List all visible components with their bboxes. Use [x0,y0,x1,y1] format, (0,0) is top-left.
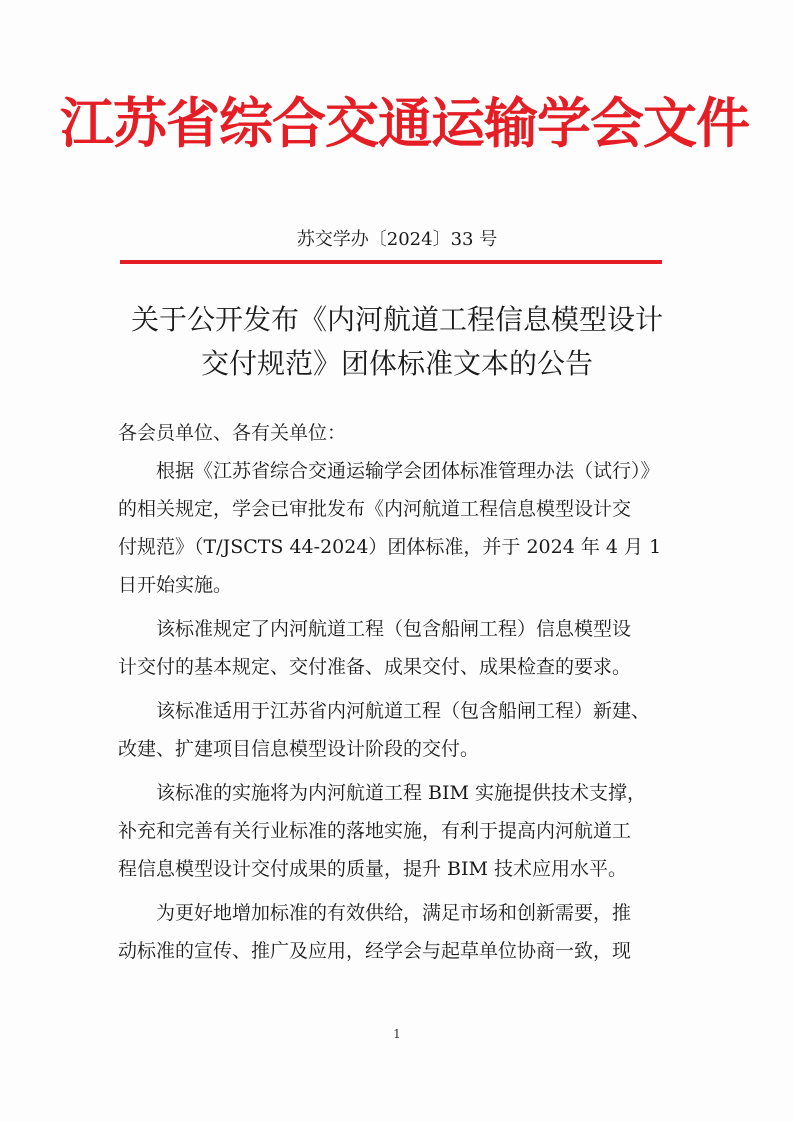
body-paragraph: 该标准的实施将为内河航道工程 BIM 实施提供技术支撑， 补充和完善有关行业标准的落地实施，有利于提高内河航道工 程信息模型设计交付成果的质量，提升 BIM 技术应用水平。 [118,782,647,880]
body-paragraph: 根据《江苏省综合交通运输学会团体标准管理办法（试行）》 的相关规定，学会已审批发布《内河航道工程信息模型设计交 付规范》（T/JSCTS 44-2024）团体标准，并于 2024 年 4 月 1 日开始实施。 [118,460,662,596]
notice-title-line-2: 交付规范》团体标准文本的公告 [200,347,593,380]
red-separator-line [120,260,662,264]
issuer-header-title: 江苏省综合交通运输学会文件 [60,91,749,155]
page-number: 1 [393,1027,401,1041]
notice-title-line-1: 关于公开发布《内河航道工程信息模型设计 [130,303,663,336]
body-paragraph: 该标准规定了内河航道工程（包含船闸工程）信息模型设 计交付的基本规定、交付准备、成果交付、成果检查的要求。 [118,618,632,678]
body-paragraph: 为更好地增加标准的有效供给，满足市场和创新需要，推 动标准的宣传、推广及应用，经学会与起草单位协商一致，现 [118,902,632,962]
salutation: 各会员单位、各有关单位： [118,422,347,444]
document-number: 苏交学办〔2024〕33 号 [296,229,498,250]
body-paragraph: 该标准适用于江苏省内河航道工程（包含船闸工程）新建、 改建、扩建项目信息模型设计阶段的交付。 [118,700,651,760]
notice-title [100,298,694,386]
notice-body [118,414,676,970]
